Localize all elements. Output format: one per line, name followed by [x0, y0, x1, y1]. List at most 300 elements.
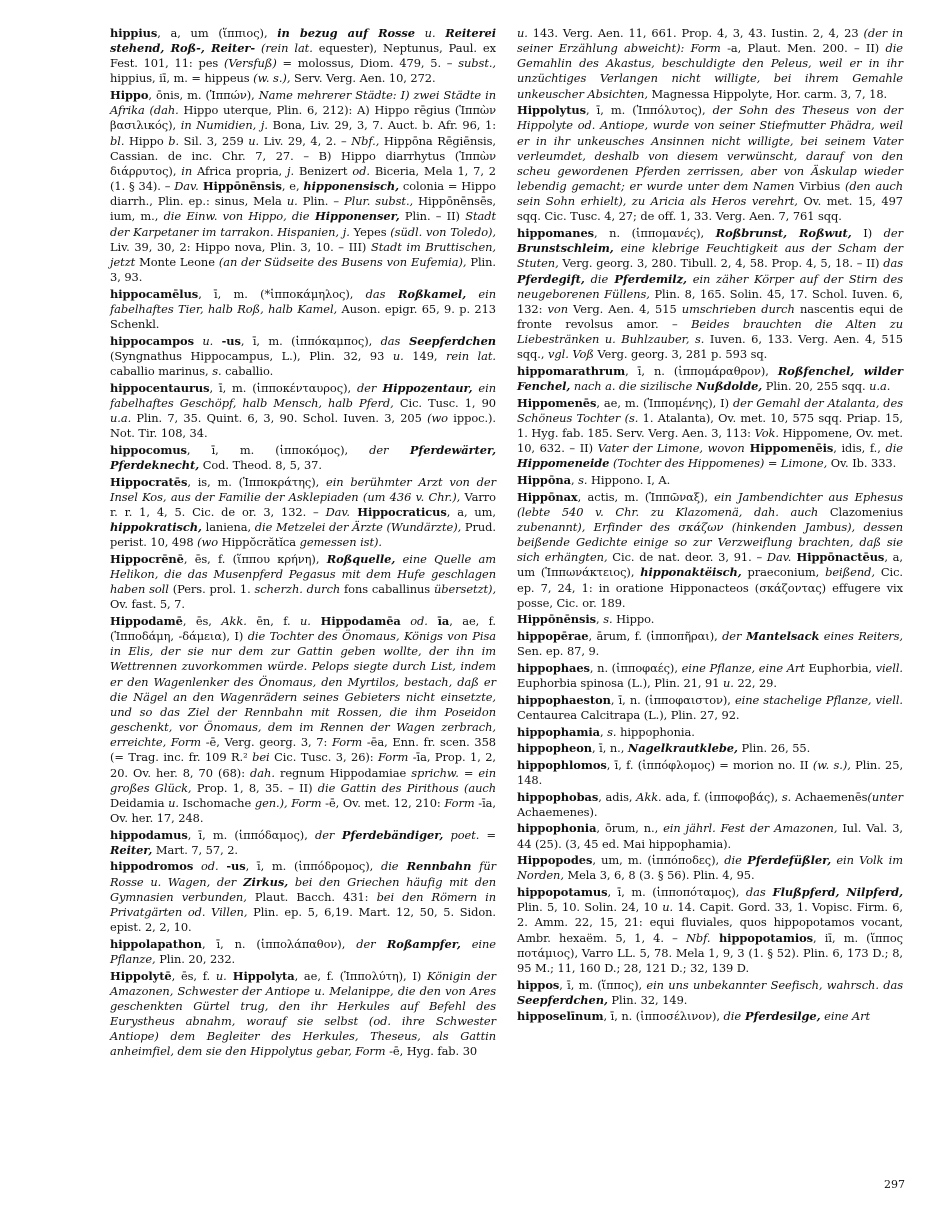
entry-headword: hippocamēlus: [110, 286, 199, 301]
entry-text: caballio marinus,: [110, 363, 213, 378]
entry-text: Brunstschleim,: [517, 241, 614, 256]
entry-text: , ī, n. (ἱπποσέλινον),: [603, 1009, 724, 1024]
entry-text: hippophonia.: [616, 724, 695, 739]
entry-text: eine stachelige Pflanze, viell.: [734, 692, 903, 707]
entry-text: , ae, m. (Ἱππομένης), I): [596, 395, 733, 410]
entry-text: die: [584, 271, 609, 286]
entry-text: Monte Leone: [135, 254, 219, 269]
entry-text: , actis, m. (Ἱππῶναξ),: [577, 489, 715, 504]
entry-text: das: [380, 333, 401, 348]
entry-headword: hipposelīnum: [517, 1009, 604, 1024]
entry-text: Reiterei stehend, Roß-, Reiter-: [110, 26, 496, 56]
entry-text: der Sohn des Theseus von der Hippolyte od. Antiope, wurde von seiner Stiefmutter Phädra, weil er in ihr unkeusches Ansinnen nicht willigte, bei seinem Vater verleumdet, deshalb von diesem verwünscht, darauf von den scheu gewordenen Pferden zerrissen, aber von Äskulap wieder lebendig gemacht; er wurde unter dem Namen: [517, 103, 903, 194]
entry-text: od.: [193, 859, 227, 874]
entry-text: u.: [286, 194, 298, 209]
entry-text: , um, m. (ἱππόποδες),: [592, 853, 725, 868]
dictionary-entry: [110, 88, 496, 285]
dictionary-entry: [517, 26, 903, 102]
entry-text: Sen. ep. 87, 9.: [517, 644, 600, 659]
entry-text: , ī, m. (ἱπποπόταμος),: [607, 885, 746, 900]
entry-text: Virbius: [794, 179, 845, 194]
dictionary-entry: [517, 490, 903, 611]
entry-text: das: [745, 885, 766, 900]
entry-text: gemessen ist).: [299, 535, 382, 550]
dictionary-entry: [517, 853, 903, 883]
entry-text: Roßfenchel, wilder Fenchel,: [517, 363, 903, 394]
entry-text: Form: [378, 750, 409, 765]
entry-text: ein fabelhaftes Tier, halb Roß, halb Kamel,: [110, 286, 496, 316]
entry-text: Liv. 29, 4, 2. –: [259, 133, 352, 148]
entry-text: , ī, n. (ἱππολάπαθον),: [201, 936, 357, 951]
dictionary-entry: [110, 26, 496, 87]
entry-text: nach a. die sizilische: [570, 379, 693, 394]
entry-text: Stadt der Karpetaner im tarrakon. Hispanien, j.: [110, 209, 496, 239]
entry-text: ein uns unbekannter Seefisch, wahrsch. das: [646, 977, 903, 992]
entry-text: bei: [252, 750, 270, 765]
entry-text: od.: [400, 613, 428, 628]
entry-text: (Versfuß): [223, 56, 277, 71]
entry-text: 1. Atalanta), Ov. met. 10, 575 sqq. Priap. 15, 1. Hyg. fab. 185. Serv. Verg. Aen. 3, 113:: [517, 410, 903, 441]
entry-text: Hippono. I, A.: [587, 473, 671, 488]
entry-text: der: [314, 827, 335, 842]
entry-text: , ī, m. (ἵππος),: [559, 977, 647, 992]
entry-text: Name mehrerer Städte: I) zwei Städte in Afrika (dah.: [110, 88, 496, 118]
entry-text: 143. Verg. Aen. 11, 661. Prop. 4, 3, 43. Iustin. 2, 4, 23: [527, 26, 864, 40]
entry-text: , ī, n.,: [592, 741, 628, 756]
entry-headword: hippopērae: [517, 629, 589, 644]
entry-headword: hippopotamus: [517, 885, 608, 900]
entry-text: , ī, m. (ἱππόδρομος),: [245, 859, 381, 874]
entry-text: ēn, f.: [246, 613, 300, 628]
entry-headword: hippophaes: [517, 660, 590, 675]
entry-text: Roßbrunst, Roßwut,: [715, 226, 852, 241]
entry-text: (unter: [867, 789, 904, 804]
entry-text: -ē, Verg. georg. 3, 7:: [201, 735, 332, 750]
dictionary-entry: [110, 937, 496, 967]
entry-text: , ōnis, m. (Ἱππών),: [148, 88, 259, 103]
dictionary-entry: [517, 103, 903, 224]
entry-text: , a, um (Ἱππωνάκτειος),: [517, 550, 903, 580]
entry-text: (w. s.),: [812, 757, 851, 772]
entry-text: Nbf.: [685, 930, 711, 945]
entry-text: die: [724, 853, 742, 868]
entry-text: hipponaktëisch,: [640, 565, 742, 580]
entry-text: u.: [215, 968, 227, 983]
entry-text: (an der Südseite des Busens von Eufemia),: [218, 254, 467, 269]
entry-text: u.: [168, 795, 179, 810]
entry-text: (Pers. prol. 1.: [168, 582, 255, 597]
entry-text: ein Jambendichter aus Ephesus (lebte 540 v. Chr. zu Klazomenä, dah. auch: [517, 489, 903, 519]
entry-text: Plin. 26, 55.: [737, 741, 811, 756]
entry-text: hippius, iī, m. = hippeus: [110, 71, 254, 86]
entry-headword: hippocentaurus: [110, 380, 210, 395]
entry-text: Hippŏcrătĭca: [218, 535, 300, 550]
entry-text: die Tochter des Önomaus, Königs von Pisa in Elis, der sie nur dem zur Gattin geben wollte, der ihn im Wettrennen zuvorkommen würde. Pelops siegte durch List, indem er den Wagenlenker des Önomaus, den Myrtilos, bestach, daß er die Nägel an den Wagenrädern seines Gebieters nicht einsetzte, und so das Ziel der Rennbahn mit Rossen, die ihm Poseidon geschenkt, vor Önomaus, dem im Rennen der Wagen zerbrach, erreichte, Form: [110, 629, 496, 750]
dictionary-entry: [517, 741, 903, 756]
entry-text: umschrieben durch: [681, 301, 795, 316]
dictionary-entry: [110, 443, 496, 473]
entry-text: u.a.: [869, 379, 891, 394]
entry-text: , ī, m. (Ἱππόλυτος),: [586, 103, 713, 118]
entry-text: Varro r. r. 1, 4, 5. Cic. de or. 3, 132. –: [110, 489, 496, 519]
entry-text: Pferdefüßler,: [741, 853, 832, 868]
entry-text: s.: [212, 363, 222, 378]
entry-text: eine Pflanze, eine Art: [681, 660, 805, 675]
entry-headword: hippophaeston: [517, 692, 611, 707]
entry-text: die: [885, 441, 903, 456]
entry-text: Achaemenes).: [517, 804, 598, 819]
entry-text: ada, f. (ἱπποφοβάς),: [661, 789, 782, 804]
entry-text: Yepes: [349, 224, 391, 239]
entry-text: Pferdewärter, Pferdeknecht,: [110, 442, 496, 472]
entry-headword: hippodromos: [110, 859, 194, 874]
entry-text: der: [369, 442, 389, 457]
entry-text: von: [547, 301, 568, 316]
entry-text: , ārum, f. (ἱπποπῆραι),: [588, 629, 723, 644]
entry-text: zubenannt), Erfinder des σκάζων (hinkenden Jambus), dessen beißende Gedichte einige so zur Verzweiflung brachten, daß sie sich erhängten,: [517, 520, 903, 565]
entry-text: Form: [444, 795, 475, 810]
entry-text: , ī, m. (ἱππόκαμπος),: [240, 333, 381, 348]
entry-text: od.: [352, 163, 370, 178]
entry-text: Verg. georg. 3, 281 p. 593 sq.: [593, 347, 768, 362]
entry-text: , ī, m. (ἱπποκένταυρος),: [209, 380, 357, 395]
entry-text: s.: [578, 473, 588, 488]
entry-text: die Einw. von Hippo, die: [163, 209, 310, 224]
entry-text: Akk.: [221, 613, 247, 628]
entry-text: eine Pflanze,: [110, 936, 496, 966]
entry-text: das: [883, 256, 903, 271]
dictionary-entry: [517, 821, 903, 851]
entry-text: Mela 3, 6, 8 (3. § 56). Plin. 4, 95.: [563, 868, 755, 883]
entry-text: , n. (ἱπποφαές),: [589, 660, 682, 675]
entry-headword: hippocomus: [110, 442, 187, 457]
entry-text: , ae, f. (Ἱπποδάμη, -δάμεια), I): [110, 613, 496, 644]
entry-text: Cic. de nat. deor. 3, 91. –: [607, 550, 767, 565]
entry-text: u.: [517, 26, 528, 40]
entry-text: s.: [603, 612, 613, 627]
entry-text: Roßampfer,: [375, 936, 461, 951]
entry-text: in: [181, 163, 193, 178]
entry-text: (wo: [427, 410, 448, 425]
entry-text: Africa propria,: [192, 163, 288, 178]
entry-text: Clazomenius: [818, 504, 903, 519]
entry-text: Bona, Liv. 29, 3, 7. Auct. b. Afr. 96, 1:: [267, 118, 496, 133]
entry-text: regnum Hippodamiae: [274, 765, 412, 780]
entry-text: , ī, m. (*ἱπποκάμηλος),: [198, 286, 366, 301]
entry-text: s.: [781, 789, 792, 804]
entry-text: viell.: [875, 660, 903, 675]
entry-text: Beides brauchten die Alten zu Liebestränken u. Buhlzauber, s.: [517, 316, 903, 347]
entry-text: Prop. 1, 8, 35. – II): [191, 780, 318, 795]
dictionary-entry: [110, 859, 496, 935]
entry-text: 149,: [403, 348, 447, 363]
entry-text: das: [365, 286, 386, 301]
entry-text: Hippōnēnsis: [198, 179, 282, 194]
entry-text: -us: [226, 859, 246, 874]
entry-text: ein zäher Körper auf der Stirn des neugeborenen Füllens,: [517, 271, 903, 301]
entry-text: Cic. Tusc. 1, 90: [393, 395, 496, 410]
entry-text: Seepferdchen,: [517, 992, 608, 1007]
entry-text: -ē, Ov. met. 12, 210:: [321, 795, 445, 810]
entry-text: (wo: [197, 535, 218, 550]
entry-text: gen.), Form: [254, 795, 322, 810]
entry-text: īa: [427, 613, 450, 628]
entry-text: Plin. 20, 232.: [155, 951, 236, 966]
entry-text: b.: [168, 133, 180, 148]
entry-text: Iuven. 6, 133. Verg. Aen. 4, 515 sqq.,: [517, 332, 903, 362]
entry-text: Magnessa Hippolyte, Hor. carm. 3, 7, 18.: [647, 86, 888, 101]
entry-headword: Hippōnēnsis: [517, 612, 597, 627]
dictionary-entry: [517, 978, 903, 1008]
entry-text: subst.,: [458, 56, 496, 71]
entry-text: Reiter,: [110, 842, 153, 857]
entry-text: u.: [414, 26, 446, 40]
entry-text: Plin. –: [297, 194, 345, 209]
entry-text: rein lat.: [446, 348, 496, 363]
entry-text: Mantelsack: [741, 629, 820, 644]
entry-headword: Hippocrēnē: [110, 551, 184, 566]
entry-text: u.a.: [110, 410, 132, 425]
dictionary-entry: [517, 661, 903, 691]
entry-text: ,: [599, 724, 608, 739]
entry-text: die Gattin des Pirithous (auch: [317, 780, 496, 795]
entry-headword: Hippo: [110, 88, 149, 103]
entry-text: , e,: [281, 179, 304, 194]
entry-text: Iul. Val. 3, 44 (25). (3, 45 ed. Mai hippophamia).: [517, 821, 903, 851]
entry-headword: hippomarathrum: [517, 363, 626, 378]
entry-headword: hippodamus: [110, 827, 188, 842]
entry-text: -us: [221, 333, 241, 348]
entry-text: Cic. ep. 7, 24, 1: in oratione Hipponacteos (σκάζοντας) effugere vix posse, Cic. or. 189.: [517, 565, 903, 610]
entry-text: colonia = Hippo diarrh., Plin. ep.: sinus, Mela: [110, 179, 496, 209]
entry-text: , ēs,: [182, 613, 222, 628]
entry-text: hippokratisch,: [110, 520, 202, 534]
entry-text: Deidamia: [110, 795, 169, 810]
dictionary-entry: [110, 552, 496, 613]
dictionary-entry: [110, 381, 496, 442]
entry-text: , a, um,: [446, 504, 496, 519]
entry-text: , ī, m. (ἱππόδαμος),: [187, 827, 315, 842]
entry-text: scherzh. durch: [254, 582, 341, 597]
entry-text: Plur. subst.,: [344, 194, 414, 209]
entry-text: , ēs, f.: [171, 968, 216, 983]
entry-text: (rein lat.: [255, 41, 319, 56]
entry-text: , a, um (ἵππιος),: [157, 26, 278, 40]
entry-text: 22, 29.: [733, 676, 777, 691]
entry-text: der: [356, 380, 377, 395]
entry-text: -īa, Ov. her. 17, 248.: [110, 795, 496, 825]
entry-headword: hippophlomos: [517, 757, 607, 772]
entry-text: Centaurea Calcitrapa (L.), Plin. 27, 92.: [517, 707, 740, 722]
entry-text: der Gemahl der Atalanta, des Schöneus Tochter (s.: [517, 395, 903, 425]
entry-text: Plin. 5, 10. Solin. 24, 10: [517, 900, 663, 915]
entry-text: , ī, n. (ἱπποφαιστον),: [610, 692, 735, 707]
entry-text: , ī, f. (ἱππόφλομος) = morion no. II: [606, 757, 813, 772]
entry-text: beißend,: [825, 565, 875, 580]
entry-text: -īa, Prop. 1, 2, 20. Ov. her. 8, 70 (68):: [110, 750, 497, 780]
entry-text: eine Quelle am Helikon, die das Musenpferd Pegasus mit dem Hufe geschlagen haben soll: [110, 551, 497, 597]
entry-text: Ov. fast. 5, 7.: [110, 597, 185, 612]
entry-headword: hippius: [110, 26, 158, 40]
entry-text: Verg. georg. 3, 280. Tibull. 2, 4, 58. Prop. 4, 5, 18. – II): [558, 256, 884, 271]
entry-text: -ē, Hyg. fab. 30: [385, 1044, 478, 1059]
entry-text: dah.: [250, 765, 275, 780]
entry-text: 14. Capit. Gord. 33, 1. Vopisc. Firm. 6, 2. Amm. 22, 15, 21: equi fluviales, quos hippopotamos vocant, Ambr. hexaëm. 5, 1, 4. –: [517, 900, 903, 945]
dictionary-entry: [517, 364, 903, 394]
entry-text: Liv. 39, 30, 2: Hippo nova, Plin. 3, 10. – III): [110, 239, 371, 254]
entry-text: j.: [287, 163, 295, 178]
entry-text: equester), Neptunus, Paul. ex Fest. 101, 11: pes: [110, 41, 496, 71]
entry-text: die Metzelei der Ärzte (Wundärzte),: [254, 520, 462, 534]
dictionary-entry: [517, 758, 903, 788]
page-number: 297: [884, 1178, 905, 1191]
entry-text: (den auch sein Sohn erhielt), zu Aricia als Heros verehrt,: [517, 179, 903, 209]
entry-text: ,: [596, 612, 604, 627]
entry-text: (der in seiner Erzählung abweicht): Form: [517, 26, 903, 56]
entry-text: Ischomache: [178, 795, 255, 810]
entry-headword: hippophonia: [517, 821, 597, 836]
entry-headword: hippopheon: [517, 741, 593, 756]
dictionary-entry: [517, 790, 903, 820]
entry-text: u.: [723, 676, 734, 691]
entry-text: , ī, n. (ἱππομάραθρον),: [625, 363, 778, 378]
entry-text: in Numidien, j.: [180, 118, 268, 133]
entry-text: , iī, m. (ἵππος ποτάμιος), Varro LL. 5, 78. Mela 1, 9, 3 (1. § 52). Plin. 6, 173 D.; 8, 95 M.; 11, 160 D.; 28, 121 D.; 32, 139 D.: [517, 930, 903, 975]
entry-text: Dav.: [174, 179, 199, 194]
entry-text: eine klebrige Feuchtigkeit aus der Scham der Stuten,: [517, 241, 903, 271]
entry-text: Plin. – II): [399, 209, 466, 224]
entry-text: eines Reiters,: [819, 629, 903, 644]
entry-text: Hippozentaur,: [376, 380, 473, 395]
dictionary-entry: [110, 614, 496, 826]
entry-headword: Hippopodes: [517, 853, 593, 868]
entry-text: Euphorbia spinosa (L.), Plin. 21, 91: [517, 676, 724, 691]
entry-text: Pferdegift,: [517, 271, 585, 286]
entry-text: der: [883, 226, 903, 241]
entry-text: die: [723, 1009, 742, 1024]
entry-text: , ī, m. (ἱπποκόμος),: [186, 442, 370, 457]
entry-text: Stadt im Bruttischen, jetzt: [110, 239, 496, 269]
entry-text: der: [722, 629, 742, 644]
entry-text: eine Art: [820, 1009, 871, 1024]
dictionary-entry: [517, 629, 903, 659]
entry-text: die: [380, 859, 399, 874]
entry-headword: hippophobas: [517, 789, 599, 804]
entry-text: Nbf.,: [351, 133, 380, 148]
entry-text: , idis, f.,: [833, 441, 886, 456]
entry-text: Plin. 8, 165. Solin. 45, 17. Schol. Iuven. 6, 132:: [517, 286, 903, 316]
entry-text: ippoc.). Not. Tir. 108, 34.: [110, 410, 496, 441]
entry-text: poet. =: [443, 827, 497, 842]
entry-text: Akk.: [636, 789, 662, 804]
entry-text: Zirkus,: [236, 874, 289, 889]
entry-text: bei den Römern in Privatgärten od. Villen,: [110, 889, 497, 919]
entry-text: u.: [193, 333, 222, 348]
entry-text: Hippocraticus: [350, 504, 447, 519]
entry-text: nascentis equi de fronte revolsus amor. –: [517, 301, 903, 331]
entry-text: (Tochter des Hippomenes) = Limone,: [609, 456, 828, 471]
entry-text: Hippolyta: [226, 968, 295, 983]
entry-text: , ēs, f. (ἵππου κρήνη),: [183, 551, 327, 566]
entry-text: Roßkamel,: [385, 286, 467, 301]
entry-text: der: [356, 936, 376, 951]
entry-text: hippopotamios: [710, 930, 814, 945]
entry-text: Biceria, Mela 1, 7, 2 (1. § 34). –: [110, 163, 496, 194]
entry-text: Hippo.: [612, 612, 655, 627]
entry-text: s.: [607, 724, 617, 739]
entry-text: -a, Plaut. Men. 200. – II): [720, 41, 886, 56]
entry-text: bl.: [110, 133, 125, 148]
entry-text: I): [851, 226, 884, 241]
entry-text: , n. (ἱππομανές),: [594, 226, 716, 241]
entry-text: Verg. Aen. 4, 515: [568, 301, 682, 316]
entry-text: sprichw. = ein großes Glück,: [110, 765, 496, 795]
entry-text: vgl. Voß: [548, 347, 594, 362]
entry-text: Nußdolde,: [692, 379, 763, 394]
entry-text: übersetzt),: [433, 582, 497, 597]
entry-text: Ov. met. 15, 497 sqq. Cic. Tusc. 4, 27; de off. 1, 33. Verg. Aen. 7, 761 sqq.: [517, 194, 903, 224]
entry-headword: Hippocratēs: [110, 474, 188, 489]
entry-text: Flußpferd, Nilpferd,: [765, 885, 903, 900]
left-column: [110, 26, 496, 1061]
dictionary-entry: [517, 473, 903, 488]
entry-text: Plaut. Bacch. 431:: [246, 889, 377, 904]
entry-text: ein fabelhaftes Geschöpf, halb Mensch, halb Pferd,: [110, 380, 496, 410]
entry-text: hipponensisch,: [303, 179, 400, 194]
entry-text: Plin. 20, 255 sqq.: [762, 379, 870, 394]
entry-text: ein Volk im Norden,: [517, 853, 903, 883]
entry-text: , ae, f. (Ἱππολύτη), I): [294, 968, 427, 983]
dictionary-entry: [110, 969, 496, 1060]
entry-text: Ov. Ib. 333.: [827, 456, 897, 471]
entry-text: -ēa, Enn. fr. scen. 358 (= Trag. inc. fr. 109 R.²: [110, 735, 496, 765]
entry-text: Dav.: [766, 550, 792, 565]
entry-text: Hippomene, Ov. met. 10, 632. – II): [517, 426, 903, 456]
entry-text: Hippomeneide: [517, 456, 610, 471]
entry-text: Plin. ep. 5, 6,19. Mart. 12, 50, 5. Sidon. epist. 2, 2, 10.: [110, 904, 496, 935]
entry-text: Hippōna Rēgiēnsis, Cassian. de inc. Chr. 7, 27. – B) Hippo diarrhytus (Ἱππὼν διάρρυτος),: [110, 133, 496, 178]
entry-headword: hippophamia: [517, 724, 600, 739]
entry-text: u.: [662, 900, 674, 915]
entry-text: Cic. Tusc. 3, 26):: [269, 750, 379, 765]
right-column: [517, 26, 903, 1026]
entry-text: praeconium,: [741, 565, 826, 580]
entry-text: Plin. 32, 149.: [607, 992, 688, 1007]
entry-text: Pferdemilz,: [608, 271, 687, 286]
entry-text: Euphorbia,: [804, 660, 876, 675]
entry-text: in bezug auf Rosse: [277, 26, 415, 40]
entry-text: u.: [299, 613, 311, 628]
entry-text: für Rosse u. Wagen, der: [110, 859, 497, 889]
entry-text: Auson. epigr. 65, 9. p. 213 Schenkl.: [110, 301, 496, 331]
entry-text: Hippomenēis: [744, 441, 834, 456]
entry-headword: hippolapathon: [110, 936, 202, 951]
entry-text: caballio.: [221, 363, 274, 378]
dictionary-entry: [110, 475, 496, 551]
entry-text: Nagelkrautklebe,: [627, 741, 738, 756]
entry-text: = molossus, Diom. 479, 5. –: [276, 56, 459, 71]
entry-headword: hippos: [517, 977, 560, 992]
entry-text: Hippodamēa: [310, 613, 401, 628]
dictionary-entry: [517, 885, 903, 976]
entry-text: Plin. 3, 93.: [110, 254, 496, 284]
entry-headword: Hippōnax: [517, 489, 578, 504]
entry-text: fons caballinus: [340, 582, 434, 597]
entry-text: ein berühmter Arzt von der Insel Kos, aus der Familie der Asklepiaden (um 436 v. Chr.),: [110, 474, 496, 504]
entry-text: Plin. 25, 148.: [517, 757, 904, 787]
entry-text: Vok.: [754, 426, 779, 441]
entry-headword: Hippolytus: [517, 103, 587, 118]
